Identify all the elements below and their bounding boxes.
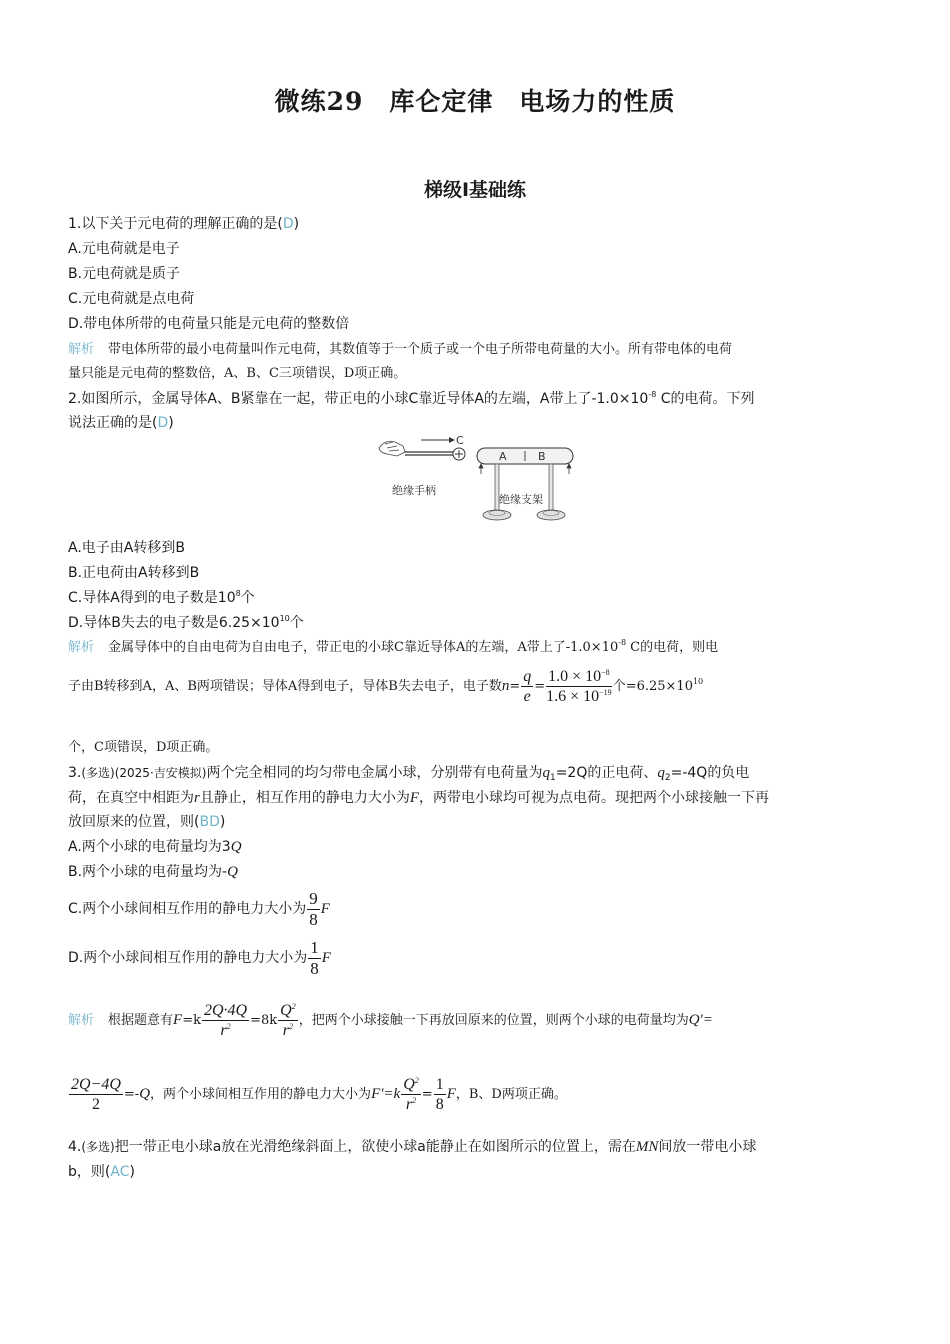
q2-option-a: A.电子由A转移到B xyxy=(68,540,185,556)
q2-exp-2a: 子由B转移到A，A、B两项错误；导体A得到电子，导体B失去电子，电子数 xyxy=(68,679,502,694)
q3-option-b xyxy=(68,862,238,882)
label-c: C xyxy=(456,434,464,447)
label-b: B xyxy=(538,450,546,463)
q3-option-c-var: F xyxy=(320,901,330,917)
q2-explanation-line-3: 个，C项错误，D项正确。 xyxy=(68,740,219,755)
q3-stem-line-3 xyxy=(68,812,225,832)
q3-exp-1b: ，把两个小球接触一下再放回原来的位置，则两个小球的电荷量均为 xyxy=(298,1013,689,1028)
q1-option-a: A.元电荷就是电子 xyxy=(68,241,180,257)
frac-den-exp: 2 xyxy=(412,1096,417,1105)
title-part-2: 库仑定律 xyxy=(389,87,494,116)
frac-den-text: 1.6 × 10 xyxy=(546,688,600,705)
q2-explanation-line-1 xyxy=(68,638,718,658)
q2-exp-2-exp: 10 xyxy=(692,677,704,686)
analysis-label: 解析 xyxy=(68,1013,95,1028)
frac-num: 9 xyxy=(309,888,318,908)
q3-option-b-text: B.两个小球的电荷量均为- xyxy=(68,864,228,880)
q2-option-b: B.正电荷由A转移到B xyxy=(68,565,200,581)
q3-exp-Q: Q xyxy=(139,1086,151,1102)
q3-exp-F: F xyxy=(173,1012,183,1028)
q3-close: ) xyxy=(219,814,226,830)
fraction-coulomb-2 xyxy=(278,1001,298,1040)
q3-option-b-var: Q xyxy=(227,864,238,880)
q3-explanation-line-2 xyxy=(68,1072,567,1117)
title-part-1: 微练29 xyxy=(274,87,364,116)
frac-num: 1 xyxy=(310,937,319,957)
q3-exp-2a: =- xyxy=(123,1087,140,1102)
q1-explanation-text-1: 带电体所带的最小电荷量叫作元电荷，其数值等于一个质子或一个电子所带电荷量的大小。所有带电体的电荷 xyxy=(108,342,733,357)
q3-stem-2c: ，两带电小球均可视为点电荷。现把两个小球接触一下再 xyxy=(419,790,770,806)
q3-exp-1a: 根据题意有 xyxy=(108,1013,174,1028)
q2-option-d xyxy=(68,613,304,633)
frac-num-exp: 2 xyxy=(414,1076,419,1085)
q2-stem-2: 说法正确的是( xyxy=(68,415,158,431)
q2-stem-1a: 2.如图所示，金属导体A、B紧靠在一起，带正电的小球C靠近导体A的左端，A带上了-1.0×10 xyxy=(68,391,649,407)
q2-exp-1b: C的电荷，则电 xyxy=(626,640,719,655)
frac-den-text: r xyxy=(282,1022,290,1039)
q3-stem-line-2 xyxy=(68,788,769,808)
frac-den: 8 xyxy=(435,1096,444,1113)
q3-F: F xyxy=(409,790,420,806)
q4-answer: AC xyxy=(110,1164,130,1180)
q1-option-c: C.元电荷就是点电荷 xyxy=(68,291,195,307)
label-stand: 绝缘支架 xyxy=(499,493,543,506)
insulating-stand xyxy=(483,464,565,520)
q3-option-c xyxy=(68,887,330,931)
q2-exp-1a: 金属导体中的自由电荷为自由电子，带正电的小球C靠近导体A的左端，A带上了-1.0×10 xyxy=(108,640,619,655)
frac-num-exp: −8 xyxy=(601,668,610,677)
q3-option-a xyxy=(68,837,242,857)
q3-stem-3: 放回原来的位置，则( xyxy=(68,814,200,830)
q2-close: ) xyxy=(168,415,174,431)
q4-stem-line-1 xyxy=(68,1137,756,1157)
q3-stem-line-1 xyxy=(68,763,749,783)
q1-option-d: D.带电体所带的电荷量只能是元电荷的整数倍 xyxy=(68,316,350,332)
fraction-coulomb-3 xyxy=(401,1075,421,1114)
label-a: A xyxy=(499,450,507,463)
conductor-ab xyxy=(477,448,573,464)
frac-den: e xyxy=(523,688,531,705)
frac-den-text: r xyxy=(220,1022,227,1039)
q2-exp-n: n xyxy=(501,678,510,694)
q3-option-a-text: A.两个小球的电荷量均为3 xyxy=(68,839,231,855)
q2-option-c xyxy=(68,588,255,608)
q3-stem-1b: 两个完全相同的均匀带电金属小球，分别带有电荷量为 xyxy=(206,765,543,781)
q4-stem-2: b，则( xyxy=(68,1164,111,1180)
q1-explanation-line-1 xyxy=(68,340,732,360)
q1-explanation-line-2: 量只能是元电荷的整数倍，A、B、C三项错误，D项正确。 xyxy=(68,366,407,381)
q3-option-d-text: D.两个小球间相互作用的静电力大小为 xyxy=(68,950,308,966)
frac-num: 2Q−4Q xyxy=(71,1076,121,1093)
q3-stem-2a: 荷，在真空中相距为 xyxy=(68,790,194,806)
fraction-electron-count xyxy=(546,667,612,706)
q4-num: 4. xyxy=(68,1139,82,1155)
q3-q1: q xyxy=(542,765,550,781)
q3-exp-eq: = xyxy=(421,1087,433,1102)
q2-option-d-post: 个 xyxy=(289,615,304,631)
q3-option-c-text: C.两个小球间相互作用的静电力大小为 xyxy=(68,901,307,917)
q3-exp-F2: F xyxy=(446,1086,456,1102)
fraction-q-over-e xyxy=(521,667,533,706)
frac-den xyxy=(202,1021,249,1040)
fraction-average-charge xyxy=(69,1075,123,1114)
q2-stem-1b: C的电荷。下列 xyxy=(656,391,755,407)
frac-den xyxy=(546,687,612,706)
analysis-label: 解析 xyxy=(68,342,95,357)
ball-c xyxy=(453,448,465,460)
q4-stem-1b: 把一带正电小球a放在光滑绝缘斜面上，欲使小球a能静止在如图所示的位置上，需在 xyxy=(114,1139,636,1155)
q3-multi-tag: (多选)(2025·吉安模拟) xyxy=(81,766,207,780)
q2-option-d-exp: 10 xyxy=(279,614,290,623)
analysis-label: 解析 xyxy=(68,640,95,655)
frac-num: 2Q·4Q xyxy=(203,1002,248,1019)
frac-den: 2 xyxy=(91,1096,100,1113)
frac-den-text: r xyxy=(405,1096,413,1113)
q1-answer: D xyxy=(282,216,294,232)
q3-q2-val: =-4Q xyxy=(670,765,708,781)
q4-stem-1c: 间放一带电小球 xyxy=(658,1139,757,1155)
q3-option-d xyxy=(68,936,331,980)
q2-exp-1-exp: -8 xyxy=(618,638,627,647)
frac-den xyxy=(278,1021,298,1040)
q2-stem-exp: -8 xyxy=(648,390,657,399)
q4-mn: MN xyxy=(635,1139,659,1155)
frac-num: q xyxy=(523,668,532,685)
q3-q2-sub: 2 xyxy=(664,773,671,783)
label-handle: 绝缘手柄 xyxy=(392,484,436,497)
frac-num-text: Q xyxy=(403,1076,415,1093)
fraction-coulomb-1 xyxy=(202,1001,249,1040)
q3-answer: BD xyxy=(199,814,220,830)
frac-num-text: 1.0 × 10 xyxy=(548,668,602,685)
q2-stem-line-2 xyxy=(68,413,174,433)
q4-stem-line-2 xyxy=(68,1162,135,1182)
q1-close: ) xyxy=(293,216,300,232)
frac-num xyxy=(401,1075,421,1095)
q3-exp-Fp: F'=k xyxy=(371,1086,401,1102)
frac-den-exp: 2 xyxy=(289,1022,294,1031)
title-part-3: 电场力的性质 xyxy=(519,87,676,116)
q3-stem-1d: 的负电 xyxy=(707,765,750,781)
q2-figure-conductors xyxy=(375,432,585,528)
q3-exp-2c: ，B、D两项正确。 xyxy=(455,1087,567,1102)
q1-option-b: B.元电荷就是质子 xyxy=(68,266,181,282)
q3-option-d-var: F xyxy=(321,950,331,966)
frac-num-text: Q xyxy=(280,1002,292,1019)
q1-stem-text: 1.以下关于元电荷的理解正确的是( xyxy=(68,216,283,232)
frac-num xyxy=(278,1001,298,1021)
q3-q2: q xyxy=(657,765,665,781)
q2-option-c-post: 个 xyxy=(240,590,255,606)
fraction-1-8 xyxy=(308,938,321,979)
q3-explanation-line-1 xyxy=(68,998,713,1043)
section-title: 梯级Ⅰ基础练 xyxy=(423,179,527,201)
q3-r: r xyxy=(194,790,200,806)
insulating-handle xyxy=(405,452,453,455)
arrow-icon xyxy=(421,437,455,443)
q3-q1-val: =2Q xyxy=(555,765,588,781)
fraction-1-8-exp xyxy=(434,1075,446,1114)
q3-stem-2b: 且静止，相互作用的静电力大小为 xyxy=(199,790,410,806)
q3-exp-Qp: Q'= xyxy=(688,1012,713,1028)
q4-close: ) xyxy=(129,1164,135,1180)
fraction-9-8 xyxy=(307,889,320,930)
frac-den-exp: −19 xyxy=(599,688,612,697)
q2-option-c-text: C.导体A得到的电子数是10 xyxy=(68,590,236,606)
q2-answer: D xyxy=(157,415,169,431)
q2-exp-eq: = xyxy=(509,679,521,694)
frac-num xyxy=(546,667,612,687)
frac-den: 8 xyxy=(310,958,319,978)
q3-exp-eqk: =k xyxy=(182,1013,201,1028)
page-title xyxy=(0,82,950,118)
q3-exp-mid: =8k xyxy=(250,1013,278,1028)
q3-option-a-var: Q xyxy=(230,839,242,855)
q2-option-d-text: D.导体B失去的电子数是6.25×10 xyxy=(68,615,280,631)
frac-num: 1 xyxy=(435,1076,444,1093)
q3-num: 3. xyxy=(68,765,82,781)
q3-stem-1c: 的正电荷、 xyxy=(587,765,658,781)
q2-explanation-line-2: 子由B转移到A，A、B两项错误；导体A得到电子，导体B失去电子，电子数n= $\frac{q}{e}$ = $\frac{1.0 \times 10^{-8}}{1.6 \times 10^{-19}}$ 个$=6.25\times 10^{10}$ xyxy=(68,668,704,705)
q1-stem xyxy=(68,214,299,234)
q4-multi-tag: (多选) xyxy=(81,1140,115,1154)
q3-exp-2b: ，两个小球间相互作用的静电力大小为 xyxy=(150,1087,372,1102)
q2-option-c-exp: 8 xyxy=(235,589,241,598)
frac-num-exp: 2 xyxy=(291,1002,296,1011)
q3-q1-sub: 1 xyxy=(549,773,556,783)
hand-icon xyxy=(379,441,405,456)
frac-den xyxy=(401,1095,421,1114)
frac-den-exp: 2 xyxy=(226,1022,231,1031)
q2-exp-2b: 个=6.25×10 xyxy=(612,679,693,694)
charge-arrows xyxy=(479,464,571,474)
frac-den: 8 xyxy=(309,909,318,929)
q2-stem-line-1 xyxy=(68,389,755,409)
